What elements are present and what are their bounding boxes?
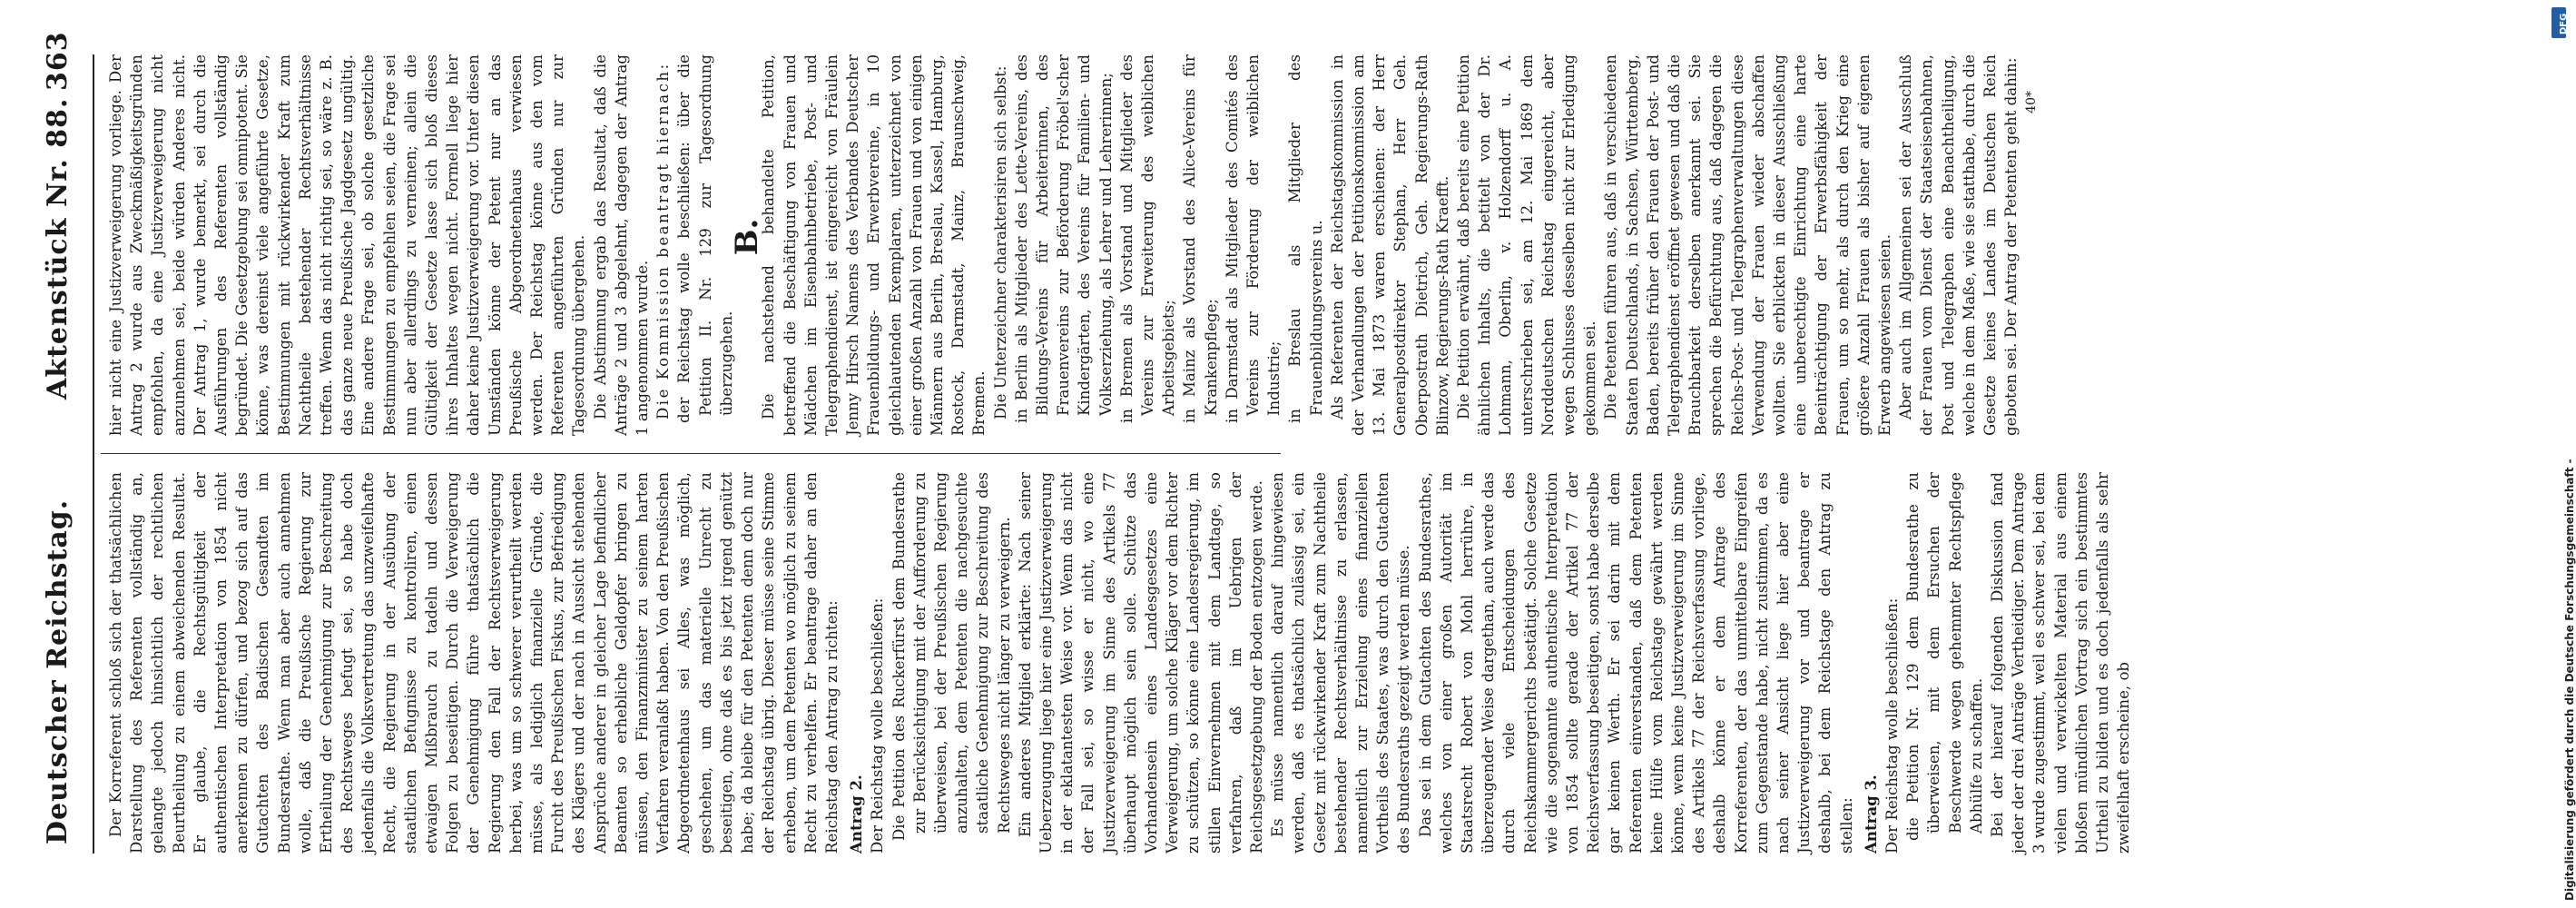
antrag-2-label: Antrag 2. [847, 775, 866, 854]
signature-mark: 40* [2024, 91, 2040, 114]
paragraph: Die Petenten führen aus, daß in verschiedenen Staaten Deutschlands, in Sachsen, Württemberg, Baden, bereits früher den Frauen der Post- und Telegraphendienst eröffnet gewesen und daß die Brauchbarkeit derselben anerkannt sei. Sie sprechen die Befürchtung aus, daß dagegen die Reichs-Post- und Telegraphenverwaltungen diese Verwendung der Frauen wieder abschaffen wollten. Sie erblickten in dieser Ausschließung eine unberechtigte Einrichtung eine harte Beeinträchtigung der Erwerbsfähigkeit der Frauen, um so mehr, als durch den Krieg eine größere Anzahl Frauen als bisher auf eigenen Erwerb angewiesen seien. [1602, 54, 1894, 436]
paragraph: Die Abstimmung ergab das Resultat, daß die Anträge 2 und 3 abgelehnt, dagegen der Antrag 1 angenommen wurde. [591, 54, 652, 436]
running-title-center: Aktenstück Nr. 88. [42, 97, 74, 400]
paragraph: Es müsse namentlich darauf hingewiesen werden, daß es thatsächlich zulässig sei, ein Gesetz mit rückwirkender Kraft zum Nachtheile bestehender Rechtsverhältnisse zu erlassen, namentlich zur Erzielung eines finanziellen Vortheils des Staates, was durch den Gutachten des Bundesraths gezeigt werden müsse. [1269, 472, 1413, 854]
paragraph: hier nicht eine Justizverweigerung vorliege. Der Antrag 2 wurde aus Zweckmäßigkeitsgründen empfohlen, da eine Justizverweigerung nicht anzunehmen sei, beide würden Anderes nicht. Der Antrag 1, wurde bemerkt, sei durch die Ausführungen des Referenten vollständig begründet. Die Gesetzgebung sei omnipotent. Sie könne, was dereinst viele angeführte Gesetze, Bestimmungen mit rückwirkender Kraft zum Nachtheile bestehender Rechtsverhältnisse treffen. Wenn das nicht richtig sei, so wäre z. B. das ganze neue Preußische Jagdgesetz ungültig. Eine andere Frage sei, ob solche gesetzliche Bestimmungen zu empfehlen seien, die Frage sei nun aber allerdings zu verneinen; allein die Gültigkeit der Gesetze lasse sich bloß dieses ihres Inhaltes wegen nicht. Formell liege hier daher keine Justizverweigerung vor. Unter diesen Umständen könne der Petent nur an das Preußische Abgeordnetenhaus verwiesen werden. Der Reichstag könne aus den vom Referenten angeführten Gründen nur zur Tagesordnung übergehen. [107, 54, 588, 436]
header-rule [93, 54, 94, 854]
paragraph: Die Unterzeichner charakterisiren sich selbst: [991, 65, 1009, 419]
list-item: in Berlin als Mitglieder des Lette-Vereins, des Bildungs-Vereins für Arbeiterinnen, des Frauenvereins zur Beförderung Fröbel'scher Kindergärten, des Vereins für Familien- und Volkserziehung, als Lehrer und Lehrerinnen; [1012, 54, 1115, 423]
column-divider [101, 453, 1281, 454]
digitization-credit: Digitalisierung gefördert durch die Deutsche Forschungsgemeinschaft - [2563, 459, 2576, 901]
commission-motion-label: Die Kommission beantragt hiernach: [654, 62, 673, 419]
left-column [105, 472, 2133, 854]
right-column [105, 54, 2040, 436]
section-heading-b: B. [729, 218, 766, 256]
paragraph: Aber auch im Allgemeinen sei der Ausschluß der Frauen vom Dienst der Staatseisenbahnen, Post und Telegraphen eine Benachtheiligung, welche in dem Maße, wie sie statthabe, durch die Gesetze keines Landes im Deutschen Reich geboten sei. Der Antrag der Petenten geht dahin: [1897, 54, 2020, 436]
antrag-3-text: die Petition Nr. 129 dem Bundesrathe zu überweisen, mit dem Ersuchen der Beschwerde wegen gehemmter Rechtspflege Abhülfe zu schaffen. [1904, 472, 1985, 841]
paragraph: Die Petition erwähnt, daß bereits eine Petition ähnlichen Inhalts, die betitelt von der Dr. Lohmann, Oberlin, v. Holzendorff u. A. unterschrieben sei, am 12. Mai 1869 dem Norddeutschen Reichstag eingereicht, aber wegen Schlusses desselben nicht zur Erledigung gekommen sei. [1455, 54, 1599, 436]
antrag-2-intro: Der Reichstag wolle beschließen: [869, 597, 887, 854]
paragraph: Der Korreferent schloß sich der thatsächlichen Darstellung des Referenten vollständig an, gelangte jedoch hinsichtlich der rechtlichen Beurtheilung zu einem abweichenden Resultat. Er glaube, die Rechtsgültigkeit der authentischen Interpretation von 1854 nicht anerkennen zu dürfen, und bezog sich auf das Gutachten des Badischen Gesandten im Bundesrathe. Wenn man aber auch annehmen wolle, daß die Preußische Regierung zur Ertheilung der Genehmigung zur Beschreitung des Rechtsweges befugt sei, so habe doch jedenfalls die Volksvertretung das unzweifelhafte Recht, die Regierung in der Ausübung der staatlichen Befugnisse zu kontroliren, einen etwaigen Mißbrauch zu tadeln und dessen Folgen zu beseitigen. Durch die Verweigerung der Genehmigung führe thatsächlich die Regierung den Fall der Rechtsverweigerung herbei, was um so schwerer verurtheilt werden müsse, als lediglich finanzielle Gründe, die Furcht des Preußischen Fiskus, zur Befriedigung des Klägers und der nach in Aussicht stehenden Ansprüche anderer in gleicher Lage befindlicher Beamten so erhebliche Geldopfer bringen zu müssen, den Finanzminister zu seinem harten Verfahren veranlaßt haben. Von den Preußischen Abgeordnetenhaus sei Alles, was möglich, geschehen, um das materielle Unrecht zu beseitigen, ohne daß es bis jetzt irgend genützt habe; da bleibe für den Petenten denn doch nur der Reichstag übrig. Dieser müsse seine Stimme erheben, um dem Petenten wo möglich zu seinem Recht zu verhelfen. Er beantrage daher an den Reichstag den Antrag zu richten: [107, 472, 841, 854]
running-title-left: Deutscher Reichstag. [42, 498, 74, 844]
antrag-2-text: Die Petition des Ruckerfürst dem Bundesrathe zur Berücksichtigung mit der Aufforderung zu überweisen, bei der Preußischen Regierung anzuhalten, dem Petenten die nachgesuchte staatliche Genehmigung zur Beschreitung des Rechtsweges nicht länger zu verweigern. [890, 472, 1013, 841]
dfg-logo [2551, 7, 2569, 38]
rotated-document-sheet [15, 0, 2133, 908]
dfg-logo-text: DFG [2559, 13, 2569, 35]
list-item: in Breslau als Mitglieder des Frauenbildungsvereins u. [1286, 54, 1325, 423]
commission-motion-text: der Reichstag wolle beschließen: über die Petition II. Nr. 129 zur Tagesordnung überzugehen. [675, 54, 735, 423]
list-item: in Bremen als Vorstand und Mitglieder des Vereins zur Erweiterung des weiblichen Arbeitsgebiets; [1117, 54, 1178, 423]
paragraph: Die nachstehend behandelte Petition, betreffend die Beschäftigung von Frauen und Mädchen im Eisenbahnbetriebe, Post- und Telegraphendienst, ist eingereicht von Fräulein Jenny Hirsch Namens des Verbandes Deutscher Frauenbildungs- und Erwerbvereine, in 10 gleichlautenden Exemplaren, unterzeichnet von einer großen Anzahl von Frauen und von einigen Männern aus Berlin, Breslau, Kassel, Hamburg, Rostock, Darmstadt, Mainz, Braunschweig, Bremen. [760, 54, 988, 436]
paragraph: Das sei in dem Gutachten des Bundesrathes, welches von einer großen Autorität im Staatsrecht Robert von Mohl herrühre, in überzeugender Weise dargethan, auch werde das durch viele Entscheidungen des Reichskammergerichts bestätigt. Solche Gesetze wie die sogenannte authentische Interpretation von 1854 sollte gerade der Artikel 77 der Reichsverfassung beseitigen, sonst habe derselbe gar keinen Werth. Er sei darin mit dem Referenten einverstanden, daß dem Petenten keine Hülfe vom Reichstage gewährt werden könne, wenn keine Justizverweigerung im Sinne des Artikels 77 der Reichsverfassung vorliege, deshalb könne er dem Antrage des Korreferenten, der das unmittelbare Eingreifen zum Gegenstande habe, nicht zustimmen, da es nach seiner Ansicht liege hier aber eine Justizverweigerung vor und beantrage er deshalb, bei dem Reichstage den Antrag zu stellen: [1416, 472, 1855, 854]
list-item: in Mainz als Vorstand des Alice-Vereins für Krankenpflege; [1181, 54, 1220, 423]
paragraph: Bei der hierauf folgenden Diskussion fand jeder der drei Anträge Vertheidiger. Dem Antrage 3 wurde zugestimmt, weil es schwer sei, bei dem vielen und verwickelten Material aus einem bloßen mündlichen Vortrag sich ein bestimmtes Urtheil zu bilden und es doch jedenfalls als sehr zweifelhaft erscheine, ob [1989, 472, 2133, 854]
paragraph: Ein anderes Mitglied erklärte: Nach seiner Ueberzeugung liege hier eine Justizverweigerung in der eklatantesten Weise vor. Wenn das nicht der Fall sei, so wisse er nicht, wo eine Justizverweigerung im Sinne des Artikels 77 überhaupt möglich sein solle. Schütze das Vorhandensein eines Landesgesetzes eine Verweigerung, um solche Kläger vor dem Richter zu schützen, so könne eine Landesregierung, im stillen Einvernehmen mit dem Landtage, so verfahren, daß im Uebrigen der Reichsgesetzgebung der Boden entzogen werde. [1016, 472, 1265, 854]
antrag-3-label: Antrag 3. [1861, 775, 1880, 854]
page-number: 363 [42, 31, 74, 91]
antrag-3-intro: Der Reichstag wolle beschließen: [1883, 597, 1902, 854]
list-item: in Darmstadt als Mitglieder des Comités des Vereins zur Förderung der weiblichen Industrie; [1223, 54, 1283, 423]
paragraph: Als Referenten der Reichstagskommission in der Verhandlungen der Petitionskommission am 13. Mai 1873 waren erschienen: der Herr Generalpostdirektor Stephan, Herr Geh. Oberpostrath Dietrich, Geh. Regierungs-Rath Blinzow, Regierungs-Rath Kraefft. [1328, 54, 1451, 436]
